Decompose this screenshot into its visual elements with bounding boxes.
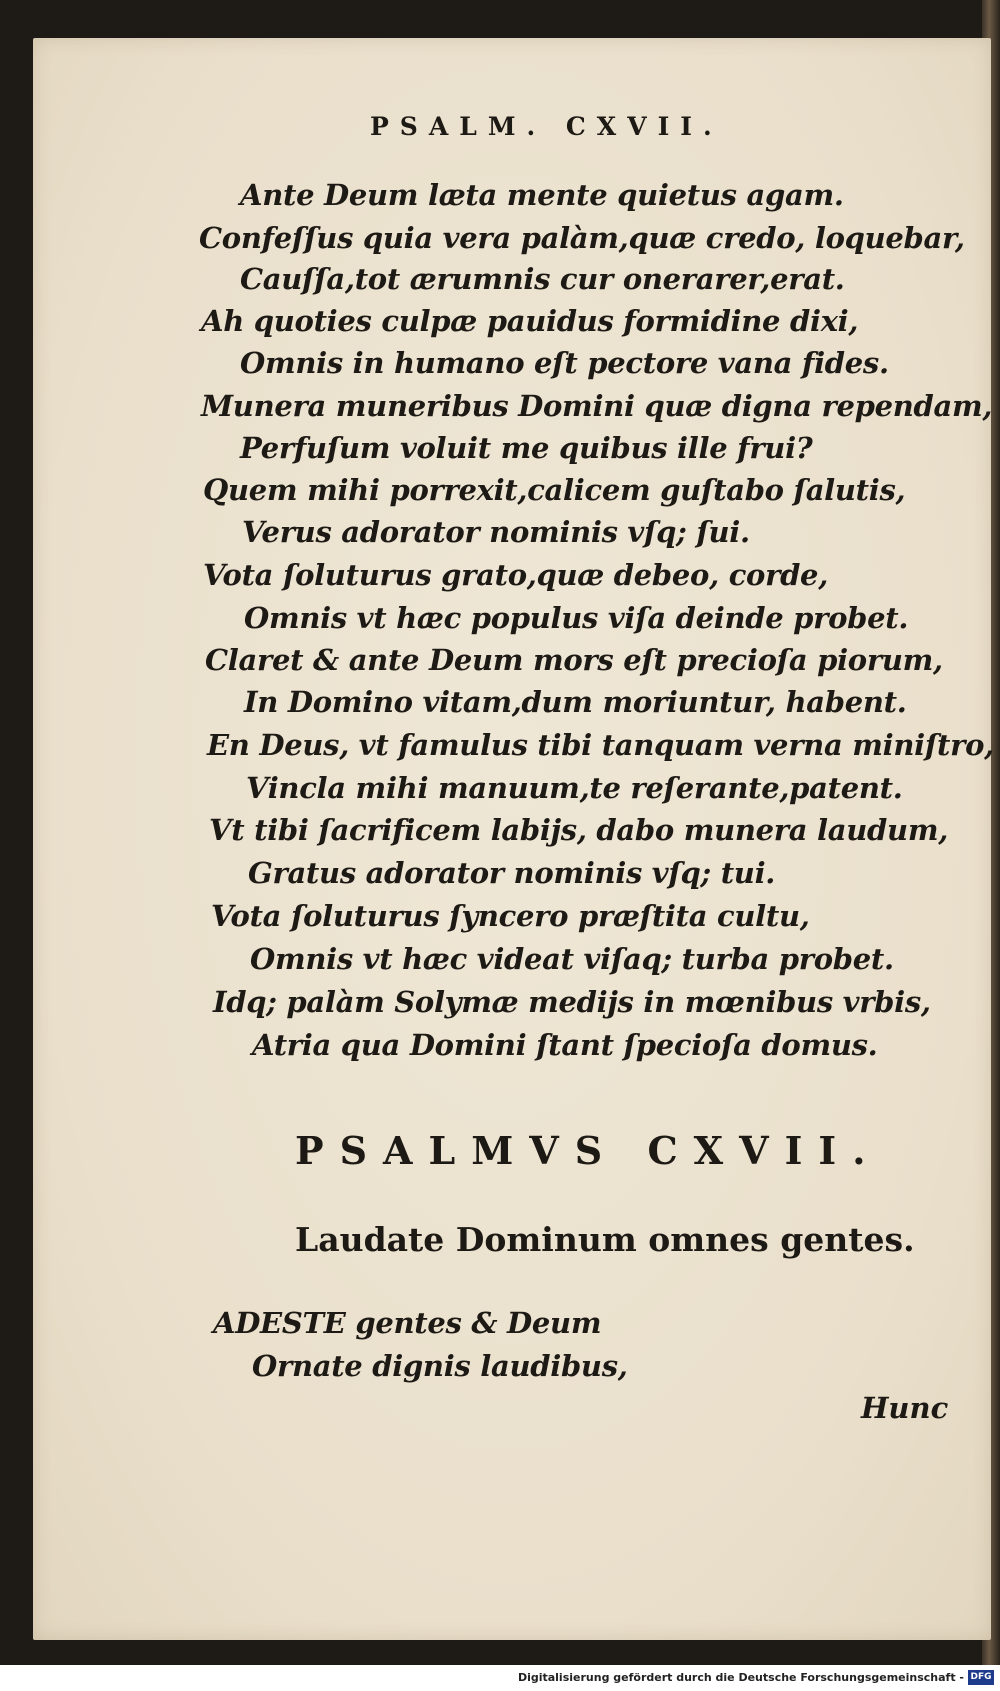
verse-line: Gratus adorator nominis vſq; tui.: [248, 856, 776, 890]
verse-line: Verus adorator nominis vſq; ſui.: [242, 515, 750, 549]
verse-line: Quem mihi porrexit,calicem guſtabo ſalutis,: [203, 473, 906, 507]
psalm-subtitle: Laudate Dominum omnes gentes.: [295, 1220, 915, 1259]
verse-line: Omnis vt hæc populus viſa deinde probet.: [244, 601, 909, 635]
verse-line: Ornate dignis laudibus,: [252, 1349, 628, 1383]
verse-line: Idq; palàm Solymæ medijs in mœnibus vrbis,: [213, 985, 931, 1019]
funding-notice: Digitalisierung gefördert durch die Deutsche Forschungsgemeinschaft -: [517, 1671, 964, 1684]
verse-line: ADESTE gentes & Deum: [213, 1306, 602, 1340]
dfg-logo: DFG: [968, 1670, 994, 1685]
verse-line: Ante Deum læta mente quietus agam.: [240, 178, 844, 212]
psalm-heading: PSALMVS CXVII.: [295, 1128, 882, 1173]
verse-line: Claret & ante Deum mors eſt precioſa piorum,: [205, 643, 943, 677]
verse-line: Omnis in humano eſt pectore vana fides.: [240, 346, 889, 380]
running-head: PSALM. CXVII.: [370, 112, 723, 141]
page-text: [33, 38, 994, 1640]
verse-line: Ah quoties culpæ pauidus formidine dixi,: [201, 304, 859, 338]
verse-line: Atria qua Domini ſtant ſpecioſa domus.: [252, 1028, 878, 1062]
verse-line: Vincla mihi manuum,te reſerante,patent.: [246, 771, 903, 805]
verse-line: Cauſſa,tot ærumnis cur onerarer,erat.: [240, 262, 845, 296]
book-page: [33, 38, 994, 1640]
verse-line: Perfuſum voluit me quibus ille frui?: [240, 431, 813, 465]
footer-bar: [0, 1667, 1000, 1691]
verse-line: Confeſſus quia vera palàm,quæ credo, loquebar,: [199, 221, 965, 255]
verse-line: Omnis vt hæc videat viſaq; turba probet.: [250, 942, 894, 976]
verse-line: Munera muneribus Domini quæ digna rependam,: [201, 389, 993, 423]
verse-line: Vt tibi ſacrificem labijs, dabo munera laudum,: [209, 813, 948, 847]
catchword: Hunc: [861, 1391, 949, 1425]
verse-line: Vota ſoluturus grato,quæ debeo, corde,: [203, 558, 829, 592]
verse-line: En Deus, vt famulus tibi tanquam verna miniſtro,: [207, 728, 994, 762]
verse-line: Vota ſoluturus ſyncero præſtita cultu,: [211, 899, 810, 933]
verse-line: In Domino vitam,dum moriuntur, habent.: [244, 685, 907, 719]
